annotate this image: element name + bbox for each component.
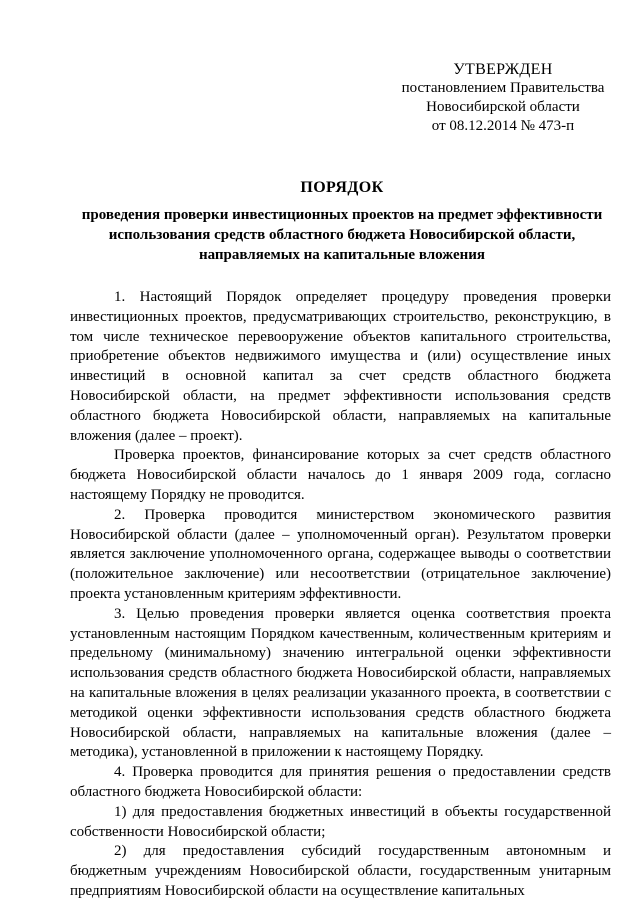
approval-line-3: от 08.12.2014 № 473-п	[431, 118, 575, 134]
approval-line-2: Новосибирской области	[426, 99, 580, 115]
document-body	[70, 288, 611, 902]
paragraph-3: 3. Целью проведения проверки является оценка соответствия проекта установленным настоящим Порядком качественным, количественным критериям и предельному (минимальному) значению интегральной оценки эффективности использования средств областного бюджета Новосибирской области, направляемых на капитальные вложения в целях реализации указанного проекта, в соответствии с методикой оценки эффективности использования средств областного бюджета Новосибирской области, направляемых на капитальные вложения (далее – методика), установленной в приложении к настоящему Порядку.	[70, 605, 611, 761]
document-title: ПОРЯДОК	[300, 179, 384, 196]
document-title-block	[62, 178, 622, 265]
document-subtitle-line-2: использования средств областного бюджета Новосибирской области,	[108, 227, 576, 243]
paragraph-4: 4. Проверка проводится для принятия решения о предоставлении средств областного бюджета Новосибирской области:	[70, 764, 611, 800]
approval-heading: УТВЕРЖДЕН	[453, 61, 553, 78]
approval-stamp	[388, 60, 618, 136]
paragraph-4-item-1: 1) для предоставления бюджетных инвестиций в объекты государственной собственности Новосибирской области;	[70, 803, 611, 840]
document-subtitle-line-3: направляемых на капитальные вложения	[198, 247, 486, 263]
paragraph-2: 2. Проверка проводится министерством экономического развития Новосибирской области (далее – уполномоченный орган). Результатом проверки является заключение уполномоченного органа, содержащее выводы о соответствии (положительное заключение) или несоответствии (отрицательное заключение) проекта установленным критериям эффективности.	[70, 506, 611, 602]
document-subtitle-line-1: проведения проверки инвестиционных проектов на предмет эффективности	[81, 207, 603, 223]
paragraph-1-note: Проверка проектов, финансирование которых за счет средств областного бюджета Новосибирской области началось до 1 января 2009 года, согласно настоящему Порядку не проводится.	[70, 447, 611, 503]
approval-line-1: постановлением Правительства	[401, 80, 605, 96]
paragraph-4-item-2: 2) для предоставления субсидий государственным автономным и бюджетным учреждениям Новосибирской области, государственным унитарным предприятиям Новосибирской области на осуществление капитальных	[70, 843, 611, 899]
paragraph-1: 1. Настоящий Порядок определяет процедуру проведения проверки инвестиционных проектов, предусматривающих строительство, реконструкцию, в том числе техническое перевооружение объектов капитального строительства, приобретение объектов недвижимого имущества и (или) осуществление иных инвестиций в основной капитал за счет средств областного бюджета Новосибирской области, на предмет эффективности использования средств областного бюджета Новосибирской области, направляемых на капитальные вложения (далее – проект).	[70, 289, 611, 444]
